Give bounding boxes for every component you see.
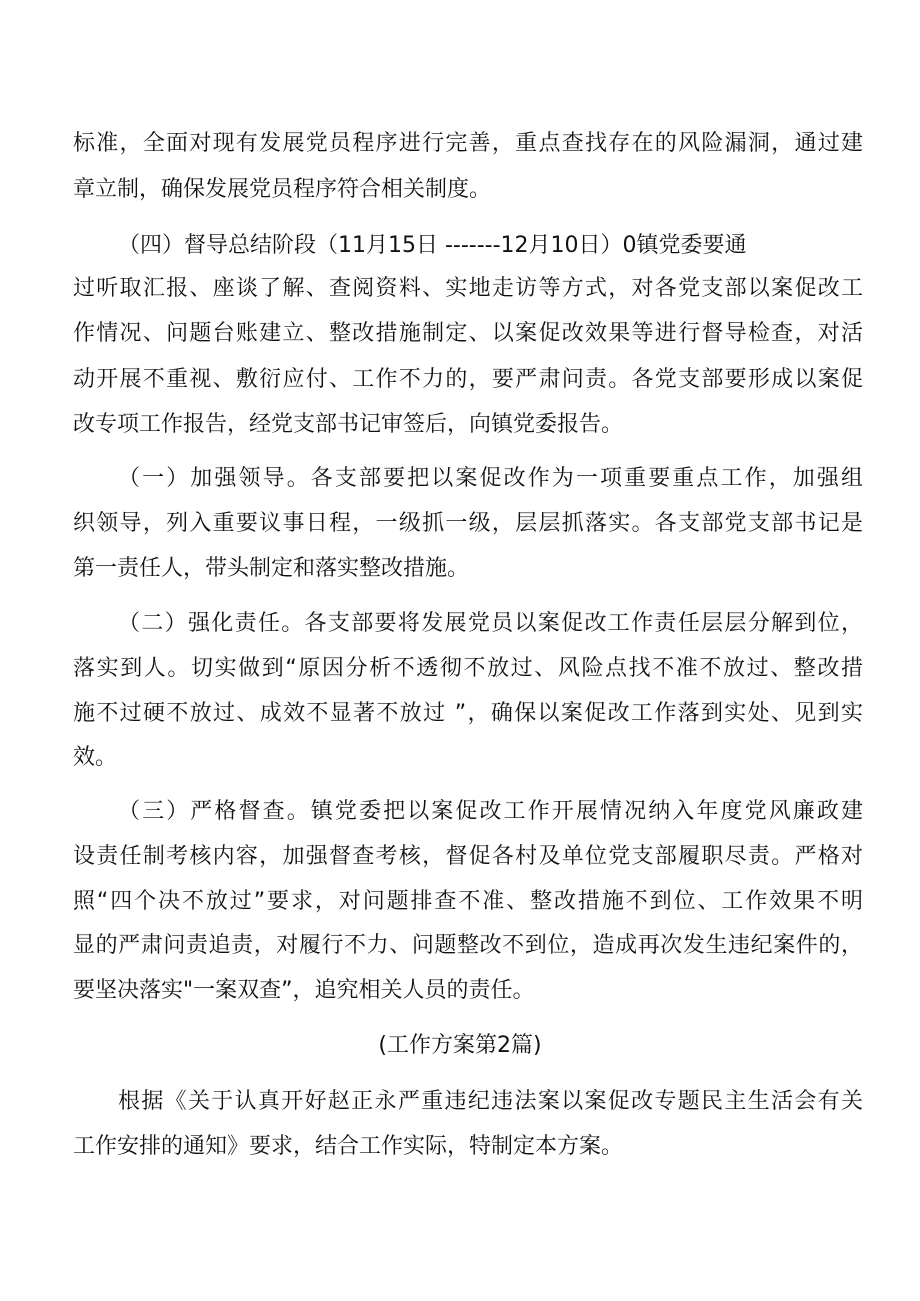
paragraph-line: 施不过硬不放过、成效不显著不放过 ”，确保以案促改工作落到实处、见到实 bbox=[73, 701, 863, 726]
paragraph-line: 章立制，确保发展党员程序符合相关制度。 bbox=[73, 177, 492, 202]
paragraph-line: 显的严肃问责追责，对履行不力、问题整改不到位，造成再次发生违纪案件的， bbox=[73, 933, 863, 958]
paragraph-line: 织领导，列入重要议事日程，一级抓一级，层层抓落实。各支部党支部书记是 bbox=[73, 511, 863, 536]
paragraph-line: 根据《关于认真开好赵正永严重违纪违法案以案促改专题民主生活会有关 bbox=[118, 1089, 863, 1114]
paragraph-line: （三）严格督查。镇党委把以案促改工作开展情况纳入年度党风廉政建 bbox=[118, 799, 863, 824]
paragraph-line: 落实到人。切实做到“原因分析不透彻不放过、风险点找不准不放过、整改措 bbox=[73, 656, 863, 681]
paragraph-line: 作情况、问题台账建立、整改措施制定、以案促改效果等进行督导检查，对活 bbox=[73, 321, 863, 346]
paragraph-line: （二）强化责任。各支部要将发展党员以案促改工作责任层层分解到位， bbox=[118, 611, 863, 636]
paragraph-line: 动开展不重视、敷衍应付、工作不力的，要严肃问责。各党支部要形成以案促 bbox=[73, 367, 863, 392]
paragraph-line: 照“四个决不放过”要求，对问题排查不准、整改措施不到位、工作效果不明 bbox=[73, 889, 863, 914]
paragraph-line: 设责任制考核内容，加强督查考核，督促各村及单位党支部履职尽责。严格对 bbox=[73, 844, 863, 869]
section-title: (工作方案第2篇) bbox=[378, 1033, 542, 1058]
paragraph-line: 过听取汇报、座谈了解、查阅资料、实地走访等方式，对各党支部以案促改工 bbox=[73, 276, 863, 301]
paragraph-line: 效。 bbox=[73, 745, 118, 770]
paragraph-line: （一）加强领导。各支部要把以案促改作为一项重要重点工作，加强组 bbox=[118, 466, 863, 491]
paragraph-line: 工作安排的通知》要求，结合工作实际，特制定本方案。 bbox=[73, 1134, 624, 1159]
paragraph-line: 改专项工作报告，经党支部书记审签后，向镇党委报告。 bbox=[73, 412, 624, 437]
paragraph-line: 要坚决落实"一案双查”，追究相关人员的责任。 bbox=[73, 978, 535, 1003]
section-heading-line: （四）督导总结阶段（11月15日 -------12月10日）0镇党委要通 bbox=[118, 233, 747, 258]
paragraph-line: 标准，全面对现有发展党员程序进行完善，重点查找存在的风险漏洞，通过建 bbox=[73, 131, 863, 156]
paragraph-line: 第一责任人，带头制定和落实整改措施。 bbox=[73, 556, 470, 581]
